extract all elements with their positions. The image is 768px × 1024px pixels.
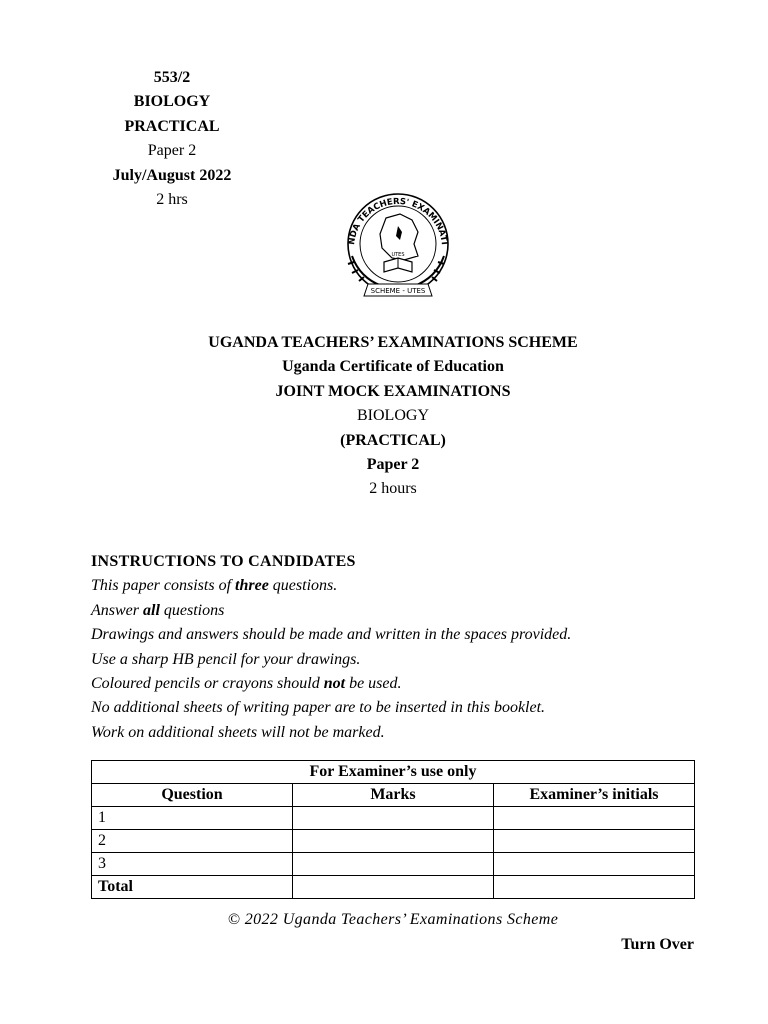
instruction-text: This paper consists of (91, 577, 236, 595)
exam-paper: Paper 2 (366, 456, 420, 474)
instruction-text: questions (159, 601, 225, 619)
copyright-notice: © 2022 Uganda Teachers’ Examinations Scheme (227, 911, 559, 928)
total-initials-cell[interactable] (494, 876, 695, 899)
table-caption: For Examiner’s use only (92, 761, 695, 784)
paper-number: Paper 2 (147, 142, 197, 160)
certificate-name: Uganda Certificate of Education (282, 358, 504, 376)
paper-type: PRACTICAL (124, 117, 220, 135)
instruction-emphasis: all (143, 601, 160, 619)
initials-cell[interactable] (494, 830, 695, 853)
total-label: Total (92, 876, 293, 899)
initials-cell[interactable] (494, 853, 695, 876)
paper-subject: BIOLOGY (133, 93, 211, 111)
instruction-line (91, 672, 711, 696)
total-marks-cell[interactable] (293, 876, 494, 899)
column-header-marks: Marks (293, 784, 494, 807)
examiner-table (91, 760, 695, 899)
instruction-emphasis: three (235, 577, 269, 595)
exam-duration: 2 hours (369, 480, 417, 498)
instruction-text: be used. (345, 675, 402, 693)
initials-cell[interactable] (494, 807, 695, 830)
utes-seal-icon (338, 186, 458, 300)
turn-over-label: Turn Over (621, 936, 694, 953)
instruction-text: questions. (268, 577, 338, 595)
paper-code: 553/2 (153, 69, 191, 86)
marks-cell[interactable] (293, 807, 494, 830)
instruction-text: Coloured pencils or crayons should (91, 675, 324, 693)
instruction-text: Answer (91, 601, 143, 619)
svg-text:UGANDA TEACHERS' EXAMINATIONS: NDA TEACHERS' EXAMINATI (347, 196, 449, 246)
exam-type: (PRACTICAL) (340, 431, 446, 449)
question-number: 3 (92, 853, 293, 876)
table-caption-row (92, 761, 695, 784)
table-row (92, 853, 695, 876)
column-header-initials: Examiner’s initials (494, 784, 695, 807)
table-row-total (92, 876, 695, 899)
svg-text:UTES: UTES (391, 252, 405, 258)
paper-header (90, 66, 254, 212)
instruction-line: Drawings and answers should be made and written in the spaces provided. (91, 626, 572, 644)
table-row (92, 830, 695, 853)
column-header-question: Question (92, 784, 293, 807)
exam-body-name: UGANDA TEACHERS’ EXAMINATIONS SCHEME (208, 334, 578, 351)
paper-date: July/August 2022 (112, 166, 232, 184)
marks-cell[interactable] (293, 853, 494, 876)
instructions-heading: INSTRUCTIONS TO CANDIDATES (91, 553, 356, 570)
table-header-row (92, 784, 695, 807)
question-number: 2 (92, 830, 293, 853)
instruction-line: Work on additional sheets will not be marked. (91, 723, 385, 741)
instruction-line: No additional sheets of writing paper are to be inserted in this booklet. (91, 699, 546, 717)
utes-logo (338, 186, 458, 300)
instruction-line (91, 599, 711, 623)
instruction-line: Use a sharp HB pencil for your drawings. (91, 650, 361, 668)
exam-title-block (92, 331, 694, 502)
exam-subject: BIOLOGY (357, 407, 429, 425)
instruction-line (91, 574, 711, 598)
marks-cell[interactable] (293, 830, 494, 853)
instructions (91, 550, 711, 745)
instruction-emphasis: not (323, 675, 346, 693)
exam-series: JOINT MOCK EXAMINATIONS (275, 382, 511, 400)
paper-duration: 2 hrs (156, 191, 188, 209)
question-number: 1 (92, 807, 293, 830)
table-row (92, 807, 695, 830)
svg-text:SCHEME - UTES: SCHEME - UTES (370, 287, 426, 295)
